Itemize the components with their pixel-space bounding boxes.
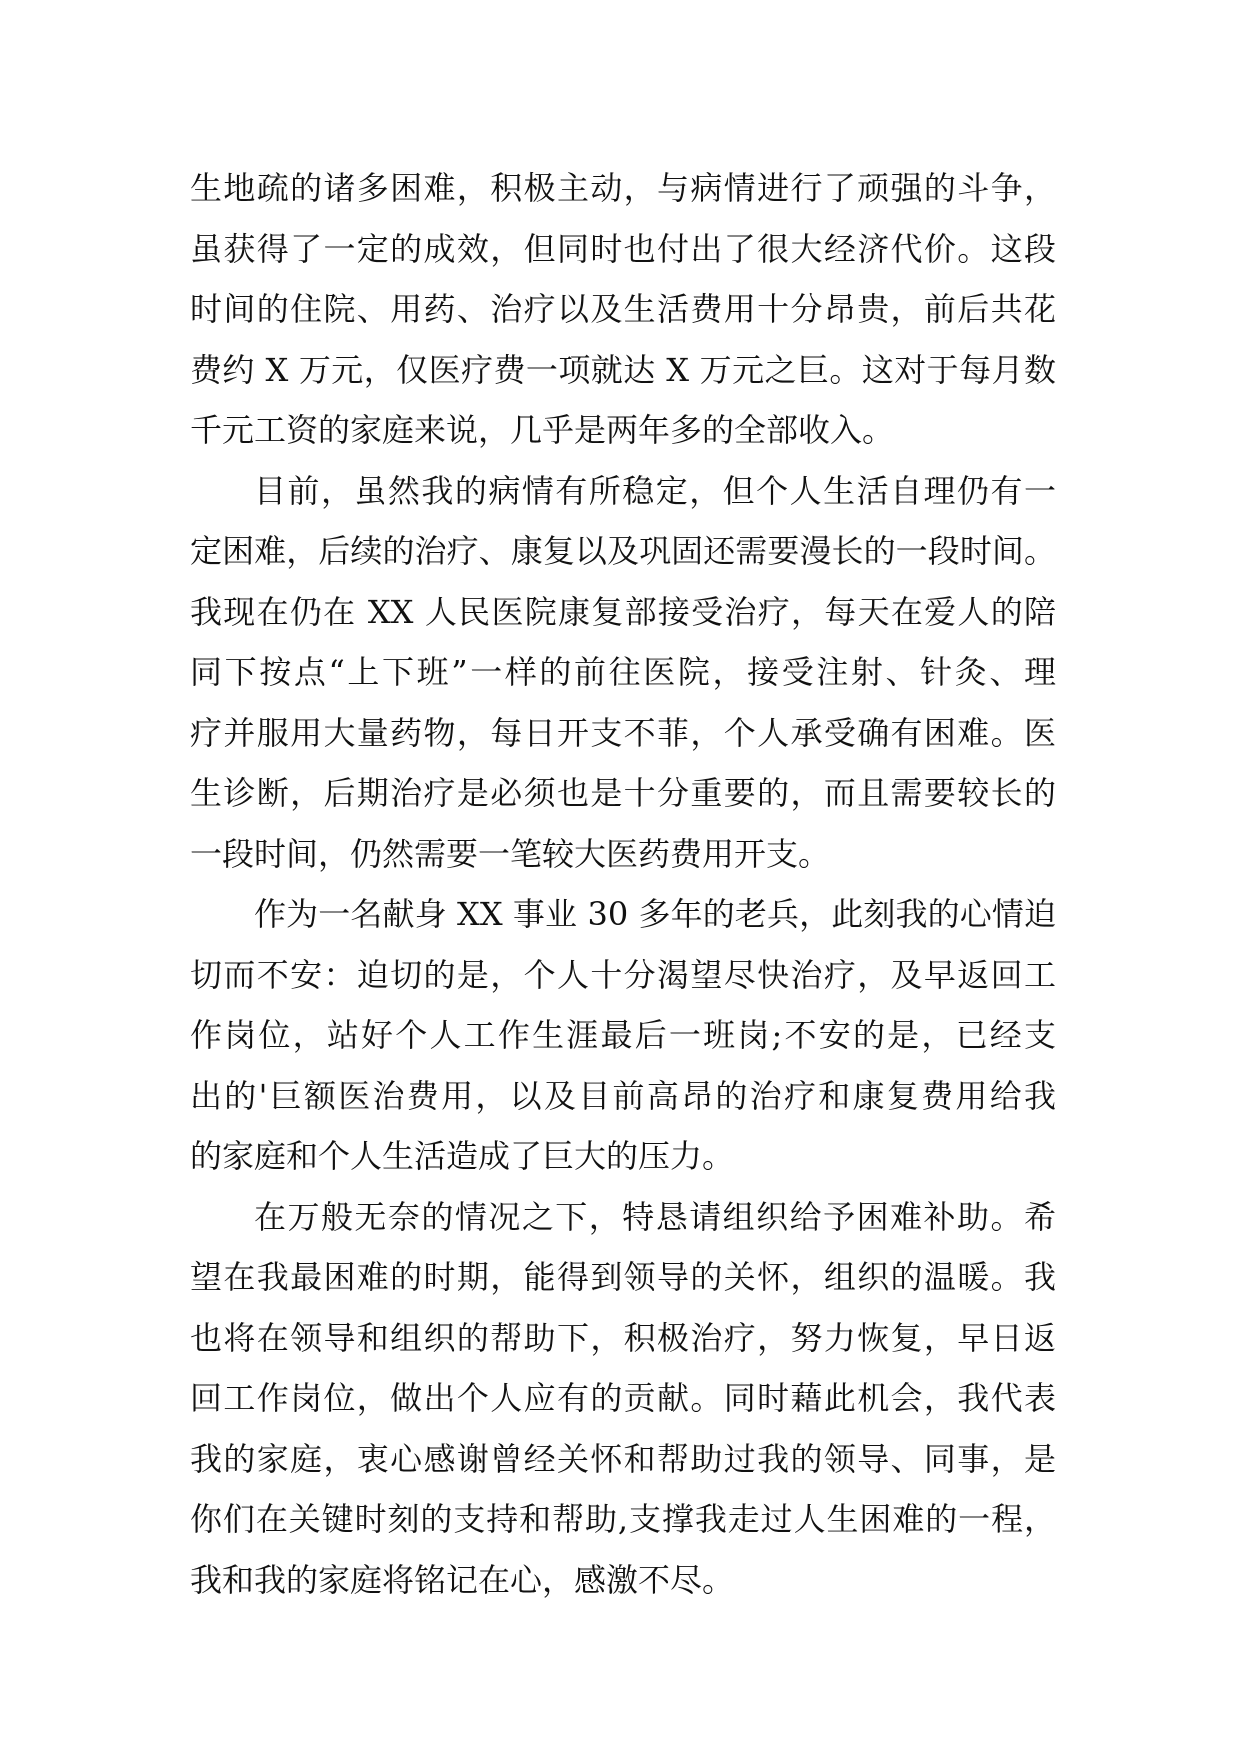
paragraph-1 [190,158,1056,461]
text-line: 作为一名献身 XX 事业 30 多年的老兵，此刻我的心情迫 [254,895,1056,933]
text-line: 切而不安：迫切的是，个人十分渴望尽快治疗，及早返回工 [190,955,1056,994]
text-line: 疗并服用大量药物，每日开支不菲，个人承受确有困难。医 [190,713,1056,752]
text-line: 目前，虽然我的病情有所稳定，但个人生活自理仍有一 [254,471,1056,510]
text-line: 我和我的家庭将铭记在心，感激不尽。 [190,1560,735,1599]
paragraph-4 [190,1187,1056,1611]
text-line: 你们在关键时刻的支持和帮助,支撑我走过人生困难的一程， [190,1500,1056,1538]
text-line: 出的'巨额医治费用，以及目前高昂的治疗和康复费用给我 [190,1076,1056,1115]
paragraph-2 [190,461,1056,885]
paragraph-3 [190,884,1056,1187]
text-line: 一段时间，仍然需要一笔较大医药费用开支。 [190,834,831,873]
text-line: 回工作岗位，做出个人应有的贡献。同时藉此机会，我代表 [190,1379,1056,1417]
text-line: 时间的住院、用药、治疗以及生活费用十分昂贵，前后共花 [190,290,1056,328]
text-line: 作岗位，站好个人工作生涯最后一班岗;不安的是，已经支 [190,1016,1056,1054]
text-line: 在万般无奈的情况之下，特恳请组织给予困难补助。希 [254,1197,1056,1236]
text-line: 同下按点“上下班”一样的前往医院，接受注射、针灸、理 [190,653,1056,691]
text-line: 的家庭和个人生活造成了巨大的压力。 [190,1137,735,1175]
text-line: 也将在领导和组织的帮助下，积极治疗，努力恢复，早日返 [190,1318,1056,1357]
text-line: 定困难，后续的治疗、康复以及巩固还需要漫长的一段时间。 [190,532,1056,570]
text-line: 我的家庭，衷心感谢曾经关怀和帮助过我的领导、同事，是 [190,1439,1056,1478]
text-line: 生地疏的诸多困难，积极主动，与病情进行了顽强的斗争， [190,169,1056,207]
text-line: 千元工资的家庭来说，几乎是两年多的全部收入。 [190,411,895,449]
text-line: 生诊断，后期治疗是必须也是十分重要的，而且需要较长的 [190,774,1056,812]
body-text [190,158,1056,1610]
text-line: 望在我最困难的时期，能得到领导的关怀，组织的温暖。我 [190,1258,1056,1296]
text-line: 费约 X 万元，仅医疗费一项就达 X 万元之巨。这对于每月数 [190,350,1056,389]
text-line: 虽获得了一定的成效，但同时也付出了很大经济代价。这段 [190,229,1056,268]
text-line: 我现在仍在 XX 人民医院康复部接受治疗，每天在爱人的陪 [190,592,1056,631]
